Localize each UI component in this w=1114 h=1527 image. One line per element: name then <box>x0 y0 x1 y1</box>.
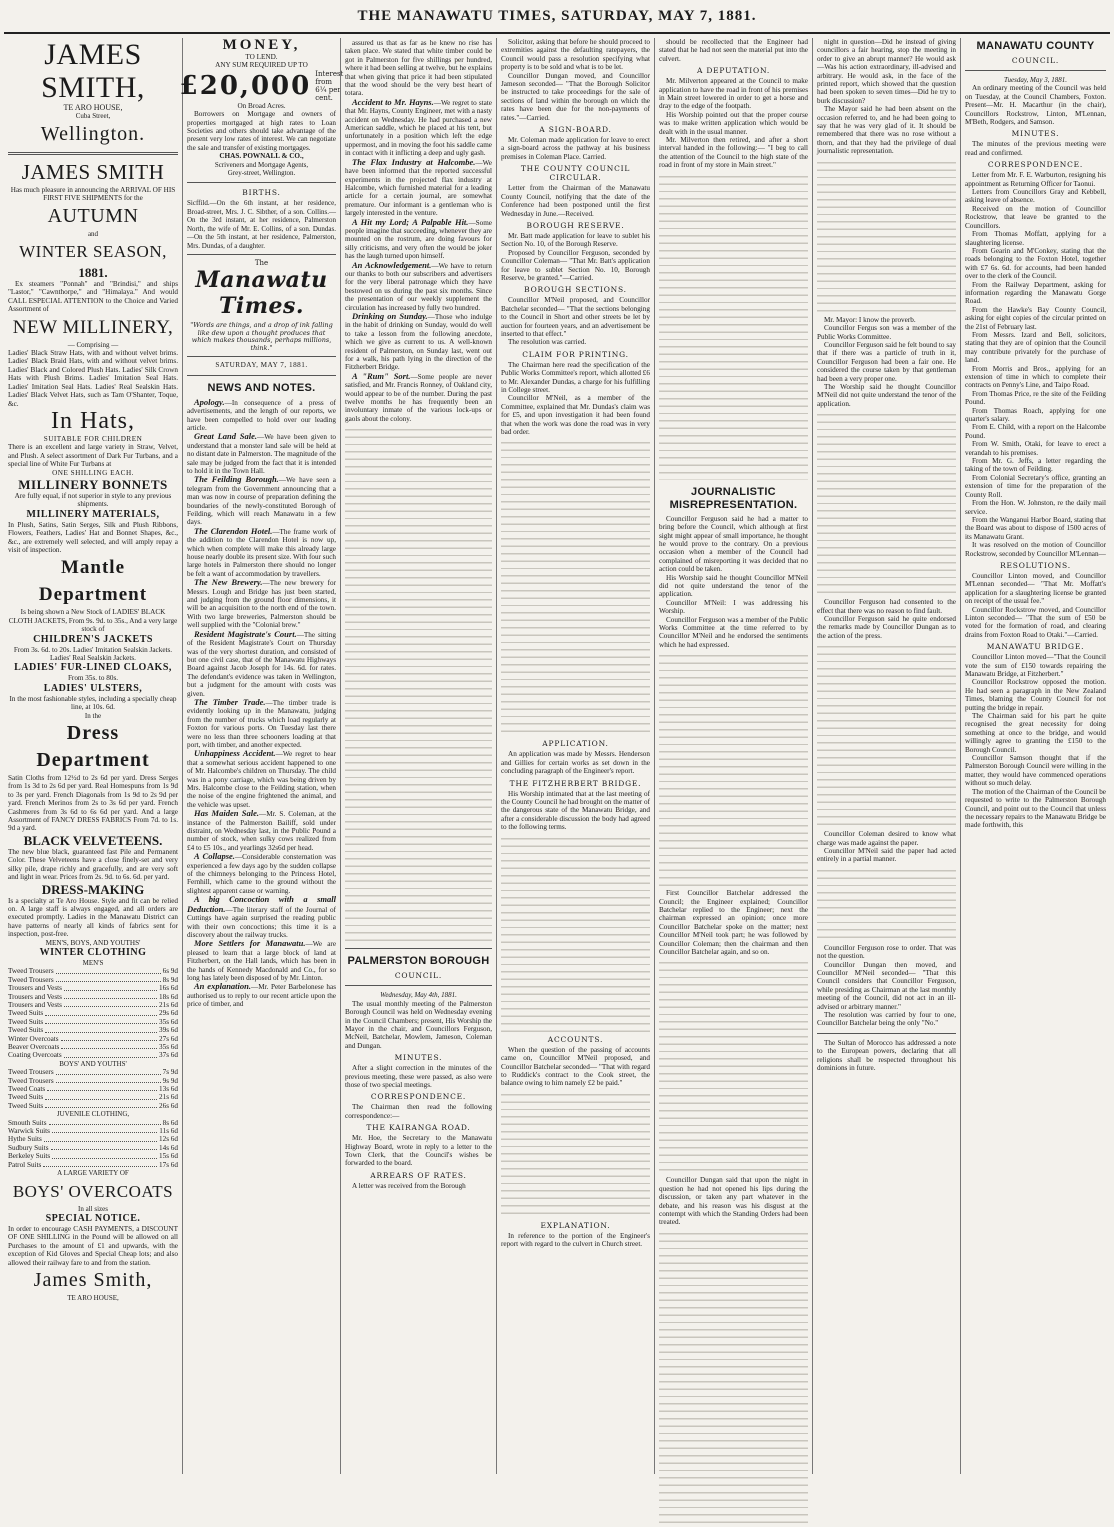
deputation-heading: A DEPUTATION. <box>696 66 771 76</box>
column-7-county-council <box>960 38 1110 1474</box>
report-paragraph: From the Wanganui Harbor Board, stating that the Board was about to dispose of 1500 acres of its Manawatu Grant. <box>965 515 1106 541</box>
report-paragraph: His Worship pointed out that the proper course was to make written application which would be dealt with in the usual manner. <box>659 110 808 136</box>
divider <box>187 375 336 376</box>
arrears-heading: ARREARS OF RATES. <box>370 1170 467 1180</box>
column-2-money-and-news <box>179 37 344 1474</box>
firm-name: CHAS. POWNALL & CO., <box>219 152 304 161</box>
large-variety-text: A LARGE VARIETY OF <box>57 1169 129 1178</box>
report-paragraph: Councillor M'Neil proposed, and Councillor Batchelar seconded— "That the sections belonging to the Council in Short and other streets be let by auction for fourteen years, and an advertisement be inserted to that effect." <box>501 296 650 338</box>
mantle-text: Is being shown a New Stock of LADIES' BLACK CLOTH JACKETS, From 9s. 9d. to 35s., And a very large stock of <box>8 608 178 634</box>
season-year: 1881. <box>78 265 108 281</box>
report-paragraph: From Morris and Bros., applying for an extension of time in which to complete their contracts on Penny's Line, and Taipo Road. <box>965 364 1106 390</box>
report-paragraph: Councillor Ferguson said he quite endorsed the remarks made by Councillor Dungan as to the action of the press. <box>817 614 956 640</box>
report-paragraph: Councillor Samson thought that if the Palmerston Borough Council were willing in the matter, they would have commenced operations without so much delay. <box>965 754 1106 788</box>
report-paragraph: Mr. Coleman made application for leave to erect a sign-board across the pathway at his business premises in Coleman Place. Carried. <box>501 136 650 161</box>
price-row: Tweed Trousers 6s 9d <box>8 967 178 976</box>
resolutions-heading: RESOLUTIONS. <box>1000 560 1071 570</box>
report-paragraph: Received on the motion of Councillor Rockstrow, that leave be granted to the Councillors. <box>965 204 1106 230</box>
ulsters-text: In the most fashionable styles, including a specially cheap line, at 10s. 6d. <box>9 694 177 712</box>
juvenile-subheading: JUVENILE CLOTHING, <box>56 1110 130 1119</box>
divider <box>187 182 336 183</box>
price-row: Tweed Coats 13s 6d <box>8 1085 178 1094</box>
report-paragraph: Solicitor, asking that before he should proceed to extremities against the defaulting ratepayers, the Council would pass a resolution specifying what property is to be sold and what is to be let. <box>501 38 650 72</box>
county-council-heading: MANAWATU COUNTY <box>976 40 1095 52</box>
county-council-subheading: COUNCIL. <box>1011 56 1060 65</box>
price-row: Tweed Suits 21s 6d <box>8 1093 178 1102</box>
borough-sections-heading: BOROUGH SECTIONS. <box>524 285 627 295</box>
news-item: assured us that as far as he knew no rise has taken place. We stated that white timber could be got in Palmerston for five shillings per hundred, where it had been selling at twelve, but he explains that when giving that price it had been stipulated that the wood should be the very best heart of totara. <box>345 39 492 98</box>
price-row: Coating Overcoats 37s 6d <box>8 1051 178 1060</box>
price-row: Tweed Suits 39s 6d <box>8 1026 178 1035</box>
report-paragraph: When the question of the passing of accounts came on, Councillor M'Neil proposed, and Councillor Batchelar seconded— "That with regard to Ruddick's contract to the Cook street, the balance owing to him namely £2 be paid." <box>501 1045 650 1088</box>
childrens-heading: CHILDREN'S JACKETS <box>33 633 153 645</box>
report-paragraph: night in question—Did he instead of giving councillors a fair hearing, stop the meeting in order to give an abrupt manner? He would ask—Was his action extraordinary, ill-advised and arbitrary. He would ask, in the face of the printed report, which showed that the question had been spoken to seven times—Did he try to burk discussion? <box>817 38 956 105</box>
report-paragraph: Councillor Ferguson rose to order. That was not the question. <box>817 943 956 961</box>
mantle-heading: Mantle Department <box>38 557 148 606</box>
special-notice-heading: SPECIAL NOTICE. <box>45 1212 141 1224</box>
materials-text: In Plush, Satins, Satin Serges, Silk and Plush Ribbons, Flowers, Feathers, Ladies' Hat and Bonnet Shapes, &c., &c., are extremely well selected, and will amply repay a visit of inspection. <box>8 520 178 554</box>
issue-date: SATURDAY, MAY 7, 1881. <box>215 361 308 370</box>
boys-price-list <box>8 1068 178 1110</box>
price-row: Beaver Overcoats 35s 6d <box>8 1043 178 1051</box>
report-paragraph: It was resolved on the motion of Councillor Rockstrow, seconded by Councillor M'Lennan— <box>965 541 1106 558</box>
mens-heading: MEN'S, BOYS, AND YOUTHS' <box>45 938 141 947</box>
column-1-james-smith-ad <box>4 38 182 1474</box>
bonnets-text: Are fully equal, if not superior in style to any previous shipments. <box>14 491 172 509</box>
and-text: and <box>87 229 99 238</box>
steamers-text: Ex steamers "Ponnah" and "Brindisi," and ships "Lastor," "Cawnthorpe," and "Himalaya." And would CALL ESPECIAL ATTENTION to the Choice and Varied Assortment of <box>8 280 178 314</box>
dressmaking-text: Is a specialty at Te Aro House. Style and fit can be relied on. A large staff is always engaged, and all orders are executed promptly. Ladies in the Manawatu District can have patterns of nearly all kinds of fabrics sent for inspection, post-free. <box>8 896 178 939</box>
births-text: Sicffild.—On the 6th instant, at her residence, Broad-street, Mrs. J. C. Sibther, of a son. Collins.—On the 3rd instant, at her residence, Palmerston North, the wife of Mr. E. Collins, of a son. Dundas.—On the 5th instant, at her residence, Palmerston, Mrs. Dundas, of a daughter. <box>187 199 336 250</box>
report-paragraph: Mr. Mayor: I know the proverb. <box>824 315 916 324</box>
sign-board-heading: A SIGN-BOARD. <box>539 125 612 135</box>
report-paragraph: The resolution was carried by four to one, Councillor Batchelar being the only "No." <box>817 1011 956 1028</box>
text-block <box>659 956 808 1176</box>
report-paragraph: The motion of the Chairman of the Council be requested to write to the Palmerston Borough Council, and point out to the Council that unless the necessary repairs to the Manawatu Bridge be made forthwith, this <box>965 787 1106 830</box>
shop-city: Wellington. <box>40 122 146 145</box>
correspondence-heading: CORRESPONDENCE. <box>370 1092 467 1102</box>
news-item: Apology.—In consequence of a press of advertisements, and the length of our reports, we have been compelled to hold over our leading article. <box>187 396 336 432</box>
price-row: Tweed Suits 29s 6d <box>8 1009 178 1018</box>
news-item: An explanation.—Mr. Peter Barbelonese has authorised us to reply to our recent article upon the price of timber, and <box>187 981 336 1009</box>
report-paragraph: From the Hawke's Bay County Council, asking for eight copies of the circular printed on the 21st of February last. <box>965 305 1106 331</box>
report-paragraph: In reference to the portion of the Engineer's report with regard to the culvert in Church street. <box>501 1231 650 1249</box>
report-paragraph: The Worship said he thought Councillor M'Neil did not quite understand the tenor of the application. <box>817 382 956 408</box>
ulsters-heading: LADIES' ULSTERS, <box>43 682 143 694</box>
births-heading: BIRTHS. <box>242 188 281 198</box>
boys-overcoats-heading: BOYS' OVERCOATS <box>12 1181 174 1201</box>
price-row: Smouth Suits 8s 6d <box>8 1118 178 1127</box>
report-paragraph: An ordinary meeting of the Council was held on Tuesday, at the Council Chambers, Foxton. Present—Mr. H. Macarthur (in the chair), Councillors Rockstrow, Linton, M'Lennan, M'Beth, Rodgers, and Samson. <box>965 84 1106 127</box>
divider <box>965 70 1106 71</box>
childrens-text: From 3s. 6d. to 20s. Ladies' Imitation Sealskin Jackets. Ladies' Real Sealskin Jackets. <box>13 645 173 662</box>
price-row: Tweed Suits 26s 6d <box>8 1101 178 1110</box>
money-text: Borrowers on Mortgage and owners of properties mortgaged at high rates to Loan Societies and others should take advantage of the present very low rates of interest. We can negotiate the sale and transfer of existing mortgages. <box>187 110 336 152</box>
report-paragraph: His Worship said he thought Councillor M'Neil did not quite understand the tenor of the application. <box>659 573 808 599</box>
footer-shop-place: TE ARO HOUSE, <box>67 1293 119 1302</box>
news-item: Accident to Mr. Hayns.—We regret to state that Mr. Hayns, County Engineer, met with a nasty accident on Wednesday. He had purchased a new American saddle, which he placed at his tent, but unfortunately in a position which left the edge uppermost, and in moving the foot his saddle came in contact with it inflicting a deep and ugly gash. <box>345 96 492 158</box>
text-block <box>659 170 808 480</box>
shop-name-2: JAMES SMITH <box>21 159 165 184</box>
price-row: Tweed Suits 35s 6d <box>8 1017 178 1026</box>
county-meeting-date: Tuesday, May 3, 1881. <box>1004 76 1067 84</box>
kairanga-text: Mr. Hoe, the Secretary to the Manawatu Highway Board, wrote in reply to a letter to the Town Clerk, that the Council's wishes be forwarded to the board. <box>345 1134 492 1168</box>
special-notice-text: In order to encourage CASH PAYMENTS, a DISCOUNT OF ONE SHILLING in the Pound will be allowed on all Purchases to the amount of £1 and upwards, with the exception of Kid Gloves and Special Cheap lots; and also allowed their railway fare to and from the station. <box>8 1224 178 1267</box>
report-paragraph: Mr. Milverton appeared at the Council to make application to have the road in front of his premises in Main street lowered in order to get a horse and dray to the edge of the footpath. <box>659 77 808 111</box>
meeting-text: The usual monthly meeting of the Palmerston Borough Council was held on Wednesday evening in the Council Chambers; present, His Worship the Mayor in the chair, and Councillors Ferguson, McNeil, Batchelar, Mowlem, Jameson, Coleman and Dungan. <box>345 999 492 1050</box>
boys-subheading: BOYS' AND YOUTHS' <box>59 1059 127 1068</box>
report-paragraph: Mr. Milverton then retired, and after a short interval handed in the following:— "I beg to call the attention of the Council to the high state of the road in front of my store in Main street." <box>659 136 808 170</box>
text-block <box>659 649 808 889</box>
velveteens-heading: BLACK VELVETEENS. <box>23 832 163 848</box>
divider <box>8 152 178 155</box>
text-block <box>345 423 492 943</box>
loan-amount-row <box>179 69 344 102</box>
county-circular-heading: THE COUNTY COUNCIL CIRCULAR. <box>520 164 631 183</box>
palmerston-borough-heading: PALMERSTON BOROUGH <box>347 955 490 968</box>
claim-heading: CLAIM FOR PRINTING. <box>522 349 629 359</box>
winter-clothing-heading: WINTER CLOTHING <box>39 946 147 958</box>
report-paragraph: Councillor Dungan then moved, and Councillor M'Neil seconded— "That this Council considers that Councillor Ferguson, while presiding as Chairman at the last monthly meeting of the Council, did not act in an ill-advised or arbitrary manner." <box>817 960 956 1011</box>
masthead-rule <box>4 32 1110 34</box>
news-item: Great Land Sale.—We have been given to understand that a monster land sale will be held at no distant date in Palmerston. The magnitude of the sale may be judged from the fact that it is intended to hold it in the Town Hall. <box>187 431 336 475</box>
news-item: Unhappiness Accident.—We regret to hear that a somewhat serious accident happened to one of Mr. Halcombe's children on Thursday. The child was in a pony carriage, which was being driven by Mrs. Halcombe close to the Feilding station, when the noise of the engine frightened the animal, and the vehicle was upset. <box>187 748 336 809</box>
news-item: Resident Magistrate's Court.—The sitting of the Resident Magistrate's Court on Thursday was of the very shortest duration, and consisted of but one civil case, that of the Manawatu Highways Board against Jacob Joseph for 14s. 6d. for rates. The defendant's evidence was taken in Wellington, but a judgment for the amount with costs was given. <box>187 628 336 698</box>
dressmaking-heading: DRESS-MAKING <box>41 881 145 897</box>
price-row: Tweed Trousers 9s 9d <box>8 1076 178 1085</box>
hats-subheading: SUITABLE FOR CHILDREN <box>43 434 143 443</box>
comprising-text: — Comprising — <box>67 340 119 349</box>
kairanga-heading: THE KAIRANGA ROAD. <box>366 1123 471 1133</box>
correspondence-heading: CORRESPONDENCE. <box>987 160 1084 170</box>
arrears-text: A letter was received from the Borough <box>352 1181 466 1190</box>
report-paragraph: Councillor Rockstrow moved, and Councillor Linton seconded— "That the sum of £50 be voted for the formation of road, and clearing drains from Foxton Road to Otaki."—Carried. <box>965 605 1106 639</box>
text-block <box>817 640 956 830</box>
news-item: A Hit my Lord; A Palpable Hit.—Some people imagine that succeeding, whenever they are mounted on the rostrum, are doing favours for silly criticisms, and very often the would be joker has the laugh turned upon himself. <box>345 216 492 261</box>
minutes-text: After a slight correction in the minutes of the previous meeting, these were passed, as also were those of two special meetings. <box>345 1064 492 1089</box>
hats-price: ONE SHILLING EACH. <box>52 468 134 477</box>
report-paragraph: Councillor Linton moved, and Councillor M'Lennan seconded— "That Mr. Moffatt's application for a slaughtering license be granted on receipt of the usual fee." <box>965 571 1106 606</box>
autumn-heading: AUTUMN <box>47 204 139 227</box>
price-row: Patrol Suits 17s 6d <box>8 1160 178 1169</box>
price-row: Tweed Trousers 7s 9d <box>8 1068 178 1077</box>
price-row: Trousers and Vests 18s 6d <box>8 992 178 1001</box>
column-5-council-report <box>654 38 812 1474</box>
report-paragraph: Letter from the Chairman of the Manawatu County Council, notifying that the date of the Conference had been postponed until the first Wednesday in June.—Received. <box>501 184 650 218</box>
news-item: The Feilding Borough.—We have seen a telegram from the Government announcing that a man was now in course of preparation defining the boundaries of the newly-constituted Borough of Feilding, which will reach Manawatu in a few days. <box>187 474 336 527</box>
news-item: Drinking on Sunday.—Those who indulge in the habit of drinking on Sunday, would do well to take a lesson from the following anecdote, which we give as current to us. A well-known resident of Palmerston, on Sunday last, went out for a walk, his path lying in the direction of the Fitzherbert Bridge. <box>345 311 492 372</box>
news-and-notes-heading: NEWS AND NOTES. <box>207 381 316 394</box>
newspaper-title: Manawatu Times. <box>195 267 328 320</box>
borough-reserve-heading: BOROUGH RESERVE. <box>526 220 625 230</box>
report-paragraph: Proposed by Councillor Ferguson, seconded by Councillor Coleman— "That Mr. Batt's application for leave to sublet Section No. 10, Borough Reserve, be granted."—Carried. <box>501 248 650 282</box>
column-3-news-and-borough <box>340 38 496 1474</box>
millinery-items: Ladies' Black Straw Hats, with and without velvet brims. Ladies' Black Braid Hats, with and without velvet brims. Ladies' Black and Colored Plush Hats. Ladies' Silk Crown Hats with Plush Brims. Ladies' Imitation Seal Hats. Ladies' Imitation Seal Hats. Ladies' Real Sealskin Hats. Ladies' Black Velvet Hats, such as Tam O'Shanter, Toque, &c. <box>8 349 178 408</box>
report-paragraph: Letters from Councillors Gray and Kebbell, asking leave of absence. <box>965 188 1106 205</box>
report-paragraph: Councillor Ferguson had consented to the effect that there was no reason to find fault. <box>817 598 956 615</box>
report-paragraph: An application was made by Messrs. Henderson and Gillies for certain works as set down in the concluding paragraph of the Engineer's report. <box>501 750 650 776</box>
money-heading: MONEY, <box>222 37 301 53</box>
newspaper-title-box <box>187 254 336 357</box>
report-paragraph: Councillor Linton moved—"That the Council vote the sum of £150 towards repairing the Manawatu Bridge, at Fitzherbert." <box>965 653 1106 678</box>
report-paragraph: The Mayor said he had been absent on the occasion referred to, and he had been going to say that he was very glad of it. It should be remembered that there was no rose without a thorn, and that they had the privilege of dual journalistic representation. <box>817 105 956 156</box>
the-text: The <box>254 258 269 267</box>
news-item: A "Rum" Sort.—Some people are never satisfied, and Mr. Francis Ronney, of Oakland city, would appear to be of the number. During the past twelve months he has frequently been an involuntary inmate of the various lock-ups or gaols about the colony. <box>345 370 493 423</box>
hats-heading: In Hats, <box>51 407 135 434</box>
report-paragraph: The Chairman said for his part he quite recognised the great necessity for doing something at once to the bridge, and would willingly agree to granting the £150 to the Borough Council. <box>965 712 1106 754</box>
price-row: Winter Overcoats 27s 6d <box>8 1034 178 1043</box>
any-sum-text: ANY SUM REQUIRED UP TO <box>215 61 308 70</box>
dress-text: Satin Cloths from 12½d to 2s 6d per yard. Dress Serges from 1s 3d to 2s 6d per yard. Real Homespuns from 1s 9d to 3s per yard. French Diagonals from 1s 9d to 2s 9d per yard. French Merinos from 2s to 3s 6d per yard. French Cashmeres from 3s 6d to 6s 6d per yard. And a large Assortment of FANCY DRESS FABRICS From 7d. to 1s. 9d a yard. <box>8 774 178 833</box>
on-broad-acres: On Broad Acres. <box>237 101 286 110</box>
arrival-announcement: Has much pleasure in announcing the ARRIVAL OF HIS FIRST FIVE SHIPMENTS for the <box>10 185 176 203</box>
price-row: Warwick Suits 11s 6d <box>8 1127 178 1136</box>
report-paragraph: From the Hon. W. Johnston, re the daily mail service. <box>965 499 1106 516</box>
furlined-price: From 35s. to 80s. <box>67 674 119 683</box>
mens-price-list <box>8 967 178 1059</box>
manawatu-bridge-heading: MANAWATU BRIDGE. <box>986 642 1085 652</box>
text-block <box>817 408 956 598</box>
report-paragraph: First Councillor Batchelar addressed the Council; the Engineer explained; Councillor Batchelar replied to the Engineer; next the chairman expressed an opinion; once more Councillor Batchelar spoke on the matter; next Councillor M'Neil took part; he was followed by Councillor Coleman; then the chairman and then Councillor Batchelar again, and so on. <box>659 889 808 957</box>
divider <box>345 948 492 949</box>
millinery-heading: NEW MILLINERY, <box>12 316 174 338</box>
report-paragraph: From Gearin and M'Conkey, stating that the roads belonging to the Foxton Hotel, together with £7 6s. 6d. for accounts, had been handed over to the clerk of the Council. <box>965 246 1106 281</box>
report-paragraph: The resolution was carried. <box>508 338 587 347</box>
report-paragraph: Councillor Dungan moved, and Councillor Jameson seconded— "That the Borough Solicitor be instructed to take proceedings for the sale of sections of land within the borough on which the rates have been due for the non-payments of rates."—Carried. <box>501 71 650 122</box>
to-lend-text: TO LEND. <box>245 53 278 61</box>
report-paragraph: Mr. Batt made application for leave to sublet his Section No. 10, of the Borough Reserve. <box>501 231 650 249</box>
loan-interest: Interest from 6¼ per cent. <box>315 69 344 102</box>
text-block <box>501 1088 650 1218</box>
accounts-heading: ACCOUNTS. <box>547 1034 604 1044</box>
text-block <box>501 832 650 1032</box>
price-row: Trousers and Vests 21s 6d <box>8 1000 178 1009</box>
report-paragraph: The minutes of the previous meeting were read and confirmed. <box>965 140 1106 157</box>
price-row: Sudbury Suits 14s 6d <box>8 1143 178 1152</box>
dress-in-text: In the <box>84 711 102 720</box>
report-paragraph: Letter from Mr. F. E. Warburton, resigning his appointment as Returning Officer for Taonui. <box>965 171 1106 188</box>
report-paragraph: From Thomas Moffatt, applying for a slaughtering license. <box>965 230 1106 247</box>
divider <box>345 985 492 986</box>
loan-amount: £20,000 <box>179 70 312 101</box>
report-paragraph: From Thomas Price, re the site of the Feilding Pound. <box>965 389 1106 407</box>
materials-heading: MILLINERY MATERIALS, <box>26 508 160 520</box>
text-block <box>501 436 650 736</box>
news-item: The New Brewery.—The new brewery for Messrs. Lough and Bridge has just been started, and judging from the ground floor dimensions, it will be an acquisition to the north end of the town. With two large breweries, Palmerston should be well supplied with the "Colonial brew." <box>187 577 336 630</box>
minutes-heading: MINUTES. <box>394 1053 443 1063</box>
news-item: The Flax Industry at Halcombe.—We have been informed that the reported successful experiments in the projected flax industry at Halcombe, which furnished material for a leading article for a certain journal, are somewhat premature. Our informant is a gentleman who is largely interested in the venture. <box>345 156 492 218</box>
report-paragraph: Councillor Dungan said that upon the night in question he had not opened his lips during the discussion, or taken any part whatever in the debate, and his reason was his disgust at the contempt with which the Standing Orders had been treated. <box>659 1176 808 1227</box>
fitzherbert-bridge-heading: THE FITZHERBERT BRIDGE. <box>509 778 642 788</box>
news-item: A Collapse.—Considerable consternation was experienced a few days ago by the sudden collapse of the chimneys belonging to the Princess Hotel, Fernhill, which came to the ground without the slightest apparent cause or warning. <box>187 851 336 895</box>
report-paragraph: should be recollected that the Engineer had stated that he had not seen the material put into the culvert. <box>659 38 808 63</box>
report-paragraph: From Messrs. Izard and Bell, solicitors, stating that they are of opinion that the Council may contribute privately for the purchase of land. <box>965 330 1106 365</box>
application-heading: APPLICATION. <box>542 739 609 749</box>
all-sizes-text: In all sizes <box>78 1204 108 1213</box>
report-paragraph: The Sultan of Morocco has addressed a note to the European powers, declaring that all religions shall be respected throughout his dominions in future. <box>817 1038 956 1073</box>
news-item: Has Maiden Sale.—Mr. S. Coleman, at the instance of the Palmerston Bailiff, sold under distraint, on Wednesday last, in the Public Pound a number of stock, when sulky cows realized from £4 to £5 10s., and yearlings 32s6d per head. <box>187 808 336 852</box>
meeting-date: Wednesday, May 4th, 1881. <box>380 991 457 1000</box>
report-paragraph: Councillor Rockstrow opposed the motion. He had seen a paragraph in the New Zealand Times, blaming the County Council for not putting the bridge in repair. <box>965 678 1106 712</box>
price-row: Tweed Trousers 8s 9d <box>8 975 178 984</box>
shop-street: Cuba Street, <box>75 112 111 121</box>
report-paragraph: From the Railway Department, asking for information regarding the Manawatu Gorge Road. <box>965 280 1106 306</box>
explanation-heading: EXPLANATION. <box>540 1220 611 1230</box>
news-item: More Settlers for Manawatu.—We are pleased to learn that a large block of land at Fitzherbert, on the Hall lands, which has been in the hands of Kennedy Macdonald and Co., for so long has lately been disposed of by Mr. Linton. <box>187 938 337 982</box>
bonnets-heading: MILLINERY BONNETS <box>18 476 168 492</box>
velveteens-text: The new blue black, guaranteed fast Pile and Permanent Color. These Velveteens have a close finely-set and very silky pile, drape richly and gracefully, and are very soft and light in wear. Prices from 2s. 9d. to 6s. 6d. per yard. <box>8 847 178 882</box>
firm-role: Scriveners and Mortgage Agents, <box>214 160 309 169</box>
winter-heading: WINTER SEASON, <box>19 242 167 262</box>
column-6-council-report <box>812 38 960 1474</box>
firm-address: Grey-street, Wellington. <box>227 169 296 178</box>
news-item: A big Concoction with a small Deduction.—The literary staff of the Journal of Cuttings have again surprised the reading public with their own concoctions; this time it is a discovery about the railway trucks. <box>187 894 336 939</box>
report-paragraph: The Chairman here read the specification of the Public Works Committee's report, which allotted £6 to Mr. Alexander Dundas, a charge for his fulfilling in College street. <box>501 360 650 394</box>
report-paragraph: Councillor Fergus son was a member of the Public Works Committee. <box>817 324 956 341</box>
report-paragraph: From Mr. G. Jeffs, a letter regarding the taking of the town of Feilding. <box>965 457 1106 474</box>
shop-place: TE ARO HOUSE, <box>63 103 123 112</box>
juvenile-price-list <box>8 1119 178 1169</box>
price-row: Hythe Suits 12s 6d <box>8 1135 178 1144</box>
report-paragraph: From Thomas Roach, applying for one quarter's salary. <box>965 406 1106 424</box>
price-row: Berkeley Suits 15s 6d <box>8 1152 178 1161</box>
news-item: The Clarendon Hotel.—The frame work of the addition to the Clarendon Hotel is now up, which when complete will make this already large house nearly double its present size. With four such large hotels in Palmerston there should no longer be felt a want of accommodation by travellers. <box>187 525 336 578</box>
shop-name: JAMES SMITH, <box>41 38 145 104</box>
hats-text: There is an excellent and large variety in Straw, Velvet, and Plush. A select assortment of Dark Fur Turbans, and a special line of White Fur Turbans at <box>8 443 178 469</box>
column-4-council-report <box>496 38 654 1474</box>
report-paragraph: Councillor Ferguson was a member of the Public Works Committee at the time referred to by Councillor M'Neil and he endorsed the sentiments which he had expressed. <box>659 615 808 649</box>
minutes-heading: MINUTES. <box>1011 129 1060 139</box>
report-paragraph: Councillor M'Neil: I was addressing his Worship. <box>659 598 808 616</box>
price-row: Trousers and Vests 16s 6d <box>8 984 178 993</box>
report-paragraph: His Worship intimated that at the last meeting of the County Council he had brought on the matter of the dangerous state of the Manawatu Bridge, and after a considerable discussion the body had agreed to the following terms. <box>501 789 650 832</box>
council-subheading: COUNCIL. <box>394 971 443 981</box>
news-item: The Timber Trade.—The timber trade is evidently looking up in the Manawatu, judging from the number of trucks which load regularly at Foxton for various ports. On Tuesday last there were no less than three schooners loading at that port, with timber, and another expected. <box>187 696 336 749</box>
motto: "Words are things, and a drop of ink falling like dew upon a thought produces that which makes thousands, perhaps millions, think." <box>190 321 333 352</box>
dress-heading: Dress Department <box>36 722 150 772</box>
report-paragraph: Councillor M'Neil said the paper had acted entirely in a partial manner. <box>817 847 956 864</box>
furlined-heading: LADIES' FUR-LINED CLOAKS, <box>14 662 172 674</box>
divider <box>817 1033 956 1034</box>
report-paragraph: From E. Child, with a report on the Halcombe Pound. <box>965 423 1106 440</box>
text-block <box>817 156 956 316</box>
text-block <box>817 864 956 944</box>
journalistic-heading: JOURNALISTIC MISREPRESENTATION. <box>669 485 798 511</box>
footer-shop-name: James Smith, <box>33 1268 153 1291</box>
report-paragraph: Councillor Coleman desired to know what charge was made against the paper. <box>817 830 956 847</box>
mens-subheading: MEN'S <box>82 958 104 967</box>
news-item: An Acknowledgement.—We have to return our thanks to both our subscribers and advertisers for the very liberal patronage which they have bestowed on us during the past six months. Since the presentation of our weekly supplement the circulation has increased by fully two hundred. <box>345 259 492 312</box>
report-paragraph: From Colonial Secretary's office, granting an extension of time for the preparation of the County Roll. <box>965 473 1106 499</box>
masthead <box>0 0 1114 32</box>
report-paragraph: Councillor Ferguson said he had a matter to bring before the Council, which although at first sight might appear of small importance, he thought he would prove to the contrary. On a previous occasion when a member of the Council had complained of misreporting it was decided that no action could be taken. <box>659 514 808 574</box>
report-paragraph: Councillor M'Neil, as a member of the Committee, explained that Mr. Dundas's claim was for £5, and upon investigation it had been found that when the work was done the road was in very bad order. <box>501 394 650 437</box>
report-paragraph: From W. Smith, Otaki, for leave to erect a verandah to his premises. <box>965 440 1106 457</box>
report-paragraph: Councillor Ferguson said he felt bound to say that if there was a particle of truth in it, Councillor Ferguson had been a fair one. He considered the course taken by that gentleman had been a very proper one. <box>817 340 956 383</box>
correspondence-text: The Chairman then read the following correspondence:— <box>345 1103 492 1120</box>
text-block <box>659 1227 808 1527</box>
masthead-title: THE MANAWATU TIMES, SATURDAY, MAY 7, 1881. <box>357 8 757 24</box>
